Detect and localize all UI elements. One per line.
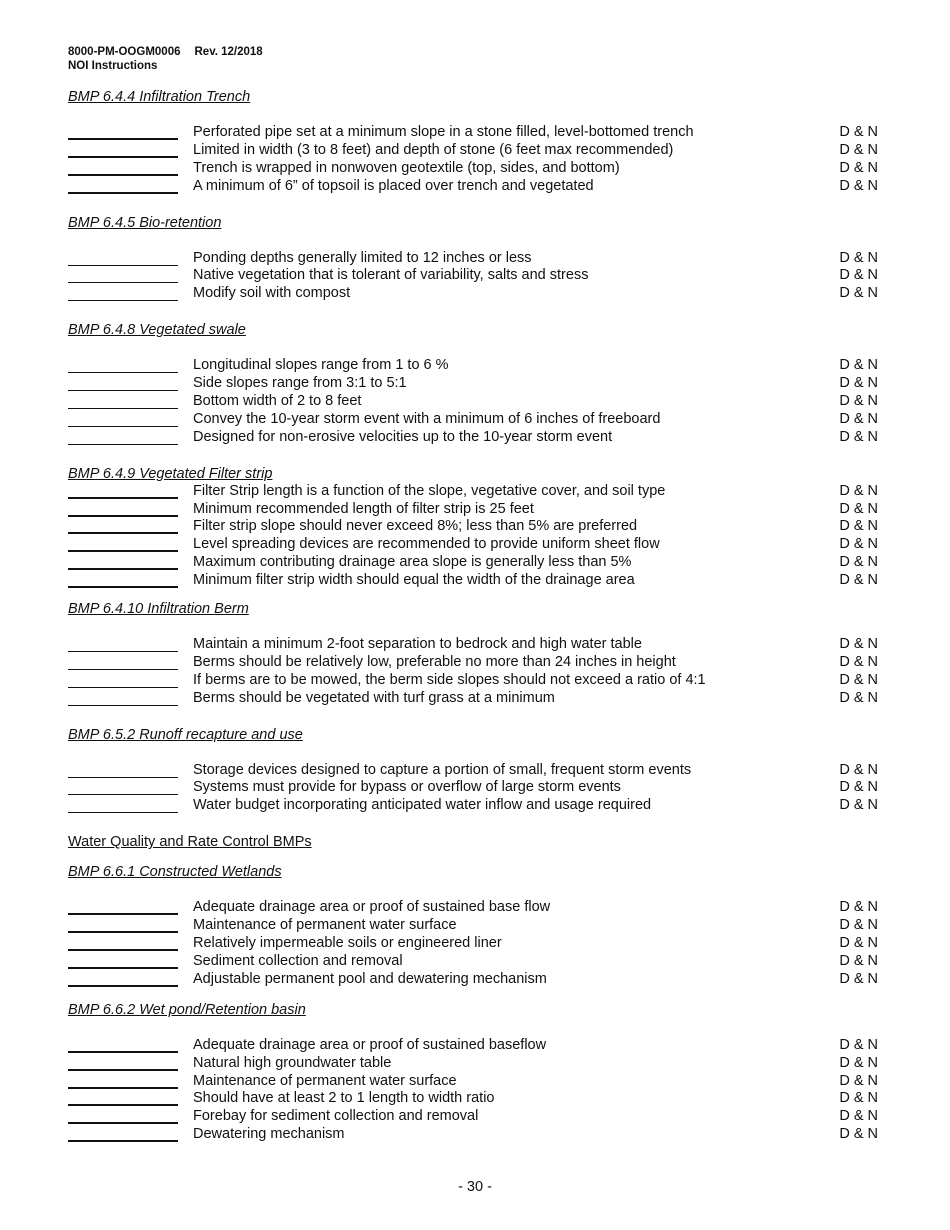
checklist-item <box>68 178 880 196</box>
check-blank-line[interactable] <box>68 985 178 987</box>
check-blank-line[interactable] <box>68 192 178 194</box>
item-code: D & N <box>839 554 878 571</box>
item-text: Designed for non-erosive velocities up to the 10-year storm event <box>193 428 613 445</box>
checklist-section <box>68 863 880 988</box>
checklist-item <box>68 160 880 178</box>
item-text: Filter strip slope should never exceed 8%; less than 5% are preferred <box>193 518 638 535</box>
item-text: Storage devices designed to capture a portion of small, frequent storm events <box>193 761 692 778</box>
check-blank-line[interactable] <box>68 1140 178 1142</box>
item-code: D & N <box>839 917 878 934</box>
checklist-item <box>68 899 880 917</box>
check-blank-line[interactable] <box>68 444 178 445</box>
checklist-item <box>68 357 880 375</box>
item-text: Adjustable permanent pool and dewatering mechanism <box>193 970 547 987</box>
item-code: D & N <box>839 159 878 176</box>
checklist-item <box>68 762 880 780</box>
section-title: BMP 6.4.8 Vegetated swale <box>68 322 246 339</box>
item-text: Perforated pipe set at a minimum slope in a stone filled, level-bottomed trench <box>193 124 694 140</box>
section-title: BMP 6.5.2 Runoff recapture and use <box>68 726 303 743</box>
check-blank-line[interactable] <box>68 408 178 409</box>
item-code: D & N <box>839 124 878 140</box>
checklist-item <box>68 1037 880 1055</box>
checklist-item <box>68 1108 880 1126</box>
item-code: D & N <box>839 249 878 266</box>
item-code: D & N <box>839 1072 878 1089</box>
item-text: Adequate drainage area or proof of sustained baseflow <box>193 1036 547 1053</box>
checklist-item <box>68 124 880 142</box>
check-blank-line[interactable] <box>68 931 178 933</box>
checklist-section <box>68 214 880 304</box>
item-text: Convey the 10-year storm event with a minimum of 6 inches of freeboard <box>193 410 661 427</box>
section-title: BMP 6.4.4 Infiltration Trench <box>68 89 251 105</box>
checklist-content <box>68 88 880 1144</box>
item-text: Minimum filter strip width should equal the width of the drainage area <box>193 572 635 589</box>
check-blank-line[interactable] <box>68 372 178 373</box>
checklist-item <box>68 1073 880 1091</box>
checklist-item <box>68 375 880 393</box>
item-text: Systems must provide for bypass or overflow of large storm events <box>193 779 621 796</box>
item-text: Ponding depths generally limited to 12 inches or less <box>193 249 532 266</box>
check-blank-line[interactable] <box>68 1051 178 1053</box>
check-blank-line[interactable] <box>68 1069 178 1071</box>
checklist-item <box>68 554 880 572</box>
item-code: D & N <box>839 653 878 670</box>
item-text: Natural high groundwater table <box>193 1054 392 1071</box>
checklist-item <box>68 518 880 536</box>
item-text: Trench is wrapped in nonwoven geotextile (top, sides, and bottom) <box>193 159 620 176</box>
item-text: Modify soil with compost <box>193 285 351 302</box>
check-blank-line[interactable] <box>68 426 178 427</box>
item-text: Adequate drainage area or proof of sustained base flow <box>193 899 551 916</box>
item-code: D & N <box>839 797 878 814</box>
checklist-item <box>68 501 880 519</box>
checklist-item <box>68 1126 880 1144</box>
checklist-item <box>68 797 880 815</box>
item-code: D & N <box>839 1108 878 1125</box>
check-blank-line[interactable] <box>68 669 178 670</box>
check-blank-line[interactable] <box>68 568 178 570</box>
checklist-item <box>68 690 880 708</box>
check-blank-line[interactable] <box>68 967 178 969</box>
check-blank-line[interactable] <box>68 497 178 499</box>
section-title: BMP 6.6.1 Constructed Wetlands <box>68 864 282 881</box>
check-blank-line[interactable] <box>68 913 178 915</box>
check-blank-line[interactable] <box>68 282 178 283</box>
item-text: Longitudinal slopes range from 1 to 6 % <box>193 357 449 374</box>
check-blank-line[interactable] <box>68 1087 178 1089</box>
item-text: Forebay for sediment collection and removal <box>193 1108 479 1125</box>
item-code: D & N <box>839 779 878 796</box>
checklist-section <box>68 726 880 816</box>
item-code: D & N <box>839 428 878 445</box>
item-code: D & N <box>839 689 878 706</box>
checklist-item <box>68 285 880 303</box>
item-code: D & N <box>839 1126 878 1143</box>
item-text: Side slopes range from 3:1 to 5:1 <box>193 375 407 392</box>
item-text: If berms are to be mowed, the berm side slopes should not exceed a ratio of 4:1 <box>193 671 706 688</box>
item-text: Native vegetation that is tolerant of variability, salts and stress <box>193 267 589 284</box>
check-blank-line[interactable] <box>68 550 178 552</box>
page-number: - 30 - <box>458 1179 492 1195</box>
checklist-item <box>68 672 880 690</box>
doc-subtitle: NOI Instructions <box>68 60 158 72</box>
check-blank-line[interactable] <box>68 1122 178 1124</box>
item-code: D & N <box>839 1090 878 1107</box>
checklist-item <box>68 971 880 989</box>
item-code: D & N <box>839 375 878 392</box>
check-blank-line[interactable] <box>68 812 178 813</box>
item-code: D & N <box>839 935 878 952</box>
check-blank-line[interactable] <box>68 777 178 778</box>
item-code: D & N <box>839 141 878 158</box>
check-blank-line[interactable] <box>68 532 178 534</box>
item-text: Sediment collection and removal <box>193 952 403 969</box>
checklist-item <box>68 536 880 554</box>
checklist-item <box>68 250 880 268</box>
item-code: D & N <box>839 536 878 553</box>
checklist-section <box>68 321 880 446</box>
item-code: D & N <box>839 177 878 194</box>
check-blank-line[interactable] <box>68 1104 178 1106</box>
item-code: D & N <box>839 500 878 517</box>
item-code: D & N <box>839 1036 878 1053</box>
checklist-item <box>68 142 880 160</box>
item-code: D & N <box>839 671 878 688</box>
item-code: D & N <box>839 899 878 916</box>
item-code: D & N <box>839 636 878 653</box>
item-text: A minimum of 6” of topsoil is placed over trench and vegetated <box>193 177 594 194</box>
doc-revision: Rev. 12/2018 <box>194 46 263 58</box>
item-text: Berms should be relatively low, preferable no more than 24 inches in height <box>193 653 676 670</box>
item-text: Should have at least 2 to 1 length to width ratio <box>193 1090 495 1107</box>
checklist-item <box>68 429 880 447</box>
section-title: BMP 6.6.2 Wet pond/Retention basin <box>68 1001 306 1018</box>
checklist-item <box>68 779 880 797</box>
check-blank-line[interactable] <box>68 949 178 951</box>
check-blank-line[interactable] <box>68 300 178 301</box>
checklist-item <box>68 411 880 429</box>
check-blank-line[interactable] <box>68 138 178 140</box>
item-text: Maintenance of permanent water surface <box>193 1072 457 1089</box>
section-title: Water Quality and Rate Control BMPs <box>68 834 312 851</box>
item-code: D & N <box>839 267 878 284</box>
section-title: BMP 6.4.5 Bio-retention <box>68 214 222 231</box>
checklist-item <box>68 1055 880 1073</box>
item-text: Water budget incorporating anticipated water inflow and usage required <box>193 797 652 814</box>
check-blank-line[interactable] <box>68 156 178 158</box>
item-text: Minimum recommended length of filter strip is 25 feet <box>193 500 534 517</box>
checklist-item <box>68 935 880 953</box>
checklist-section <box>68 833 880 851</box>
check-blank-line[interactable] <box>68 794 178 795</box>
check-blank-line[interactable] <box>68 174 178 176</box>
checklist-item <box>68 483 880 501</box>
checklist-section <box>68 1001 880 1144</box>
item-text: Maintenance of permanent water surface <box>193 917 457 934</box>
check-blank-line[interactable] <box>68 515 178 517</box>
checklist-section <box>68 465 880 590</box>
item-text: Berms should be vegetated with turf grass at a minimum <box>193 689 555 706</box>
item-code: D & N <box>839 970 878 987</box>
checklist-section <box>68 600 880 708</box>
item-code: D & N <box>839 1054 878 1071</box>
checklist-section <box>68 88 880 196</box>
item-text: Relatively impermeable soils or engineered liner <box>193 935 502 952</box>
item-code: D & N <box>839 572 878 589</box>
item-code: D & N <box>839 761 878 778</box>
checklist-item <box>68 393 880 411</box>
check-blank-line[interactable] <box>68 390 178 391</box>
item-code: D & N <box>839 482 878 499</box>
item-code: D & N <box>839 952 878 969</box>
item-text: Maximum contributing drainage area slope is generally less than 5% <box>193 554 632 571</box>
checklist-item <box>68 1090 880 1108</box>
item-text: Dewatering mechanism <box>193 1126 345 1143</box>
check-blank-line[interactable] <box>68 651 178 652</box>
document-header <box>68 45 263 73</box>
checklist-item <box>68 654 880 672</box>
check-blank-line[interactable] <box>68 586 178 588</box>
checklist-item <box>68 572 880 590</box>
item-code: D & N <box>839 357 878 374</box>
item-code: D & N <box>839 410 878 427</box>
checklist-item <box>68 267 880 285</box>
checklist-item <box>68 917 880 935</box>
item-text: Limited in width (3 to 8 feet) and depth of stone (6 feet max recommended) <box>193 141 674 158</box>
checklist-item <box>68 636 880 654</box>
item-text: Maintain a minimum 2-foot separation to bedrock and high water table <box>193 636 642 653</box>
item-text: Level spreading devices are recommended to provide uniform sheet flow <box>193 536 660 553</box>
item-text: Filter Strip length is a function of the slope, vegetative cover, and soil type <box>193 482 666 499</box>
doc-id: 8000-PM-OOGM0006 <box>68 46 181 58</box>
section-title: BMP 6.4.10 Infiltration Berm <box>68 601 249 618</box>
item-code: D & N <box>839 285 878 302</box>
check-blank-line[interactable] <box>68 705 178 706</box>
checklist-item <box>68 953 880 971</box>
check-blank-line[interactable] <box>68 687 178 688</box>
item-code: D & N <box>839 518 878 535</box>
item-code: D & N <box>839 393 878 410</box>
item-text: Bottom width of 2 to 8 feet <box>193 393 362 410</box>
section-title: BMP 6.4.9 Vegetated Filter strip <box>68 465 273 482</box>
check-blank-line[interactable] <box>68 265 178 266</box>
